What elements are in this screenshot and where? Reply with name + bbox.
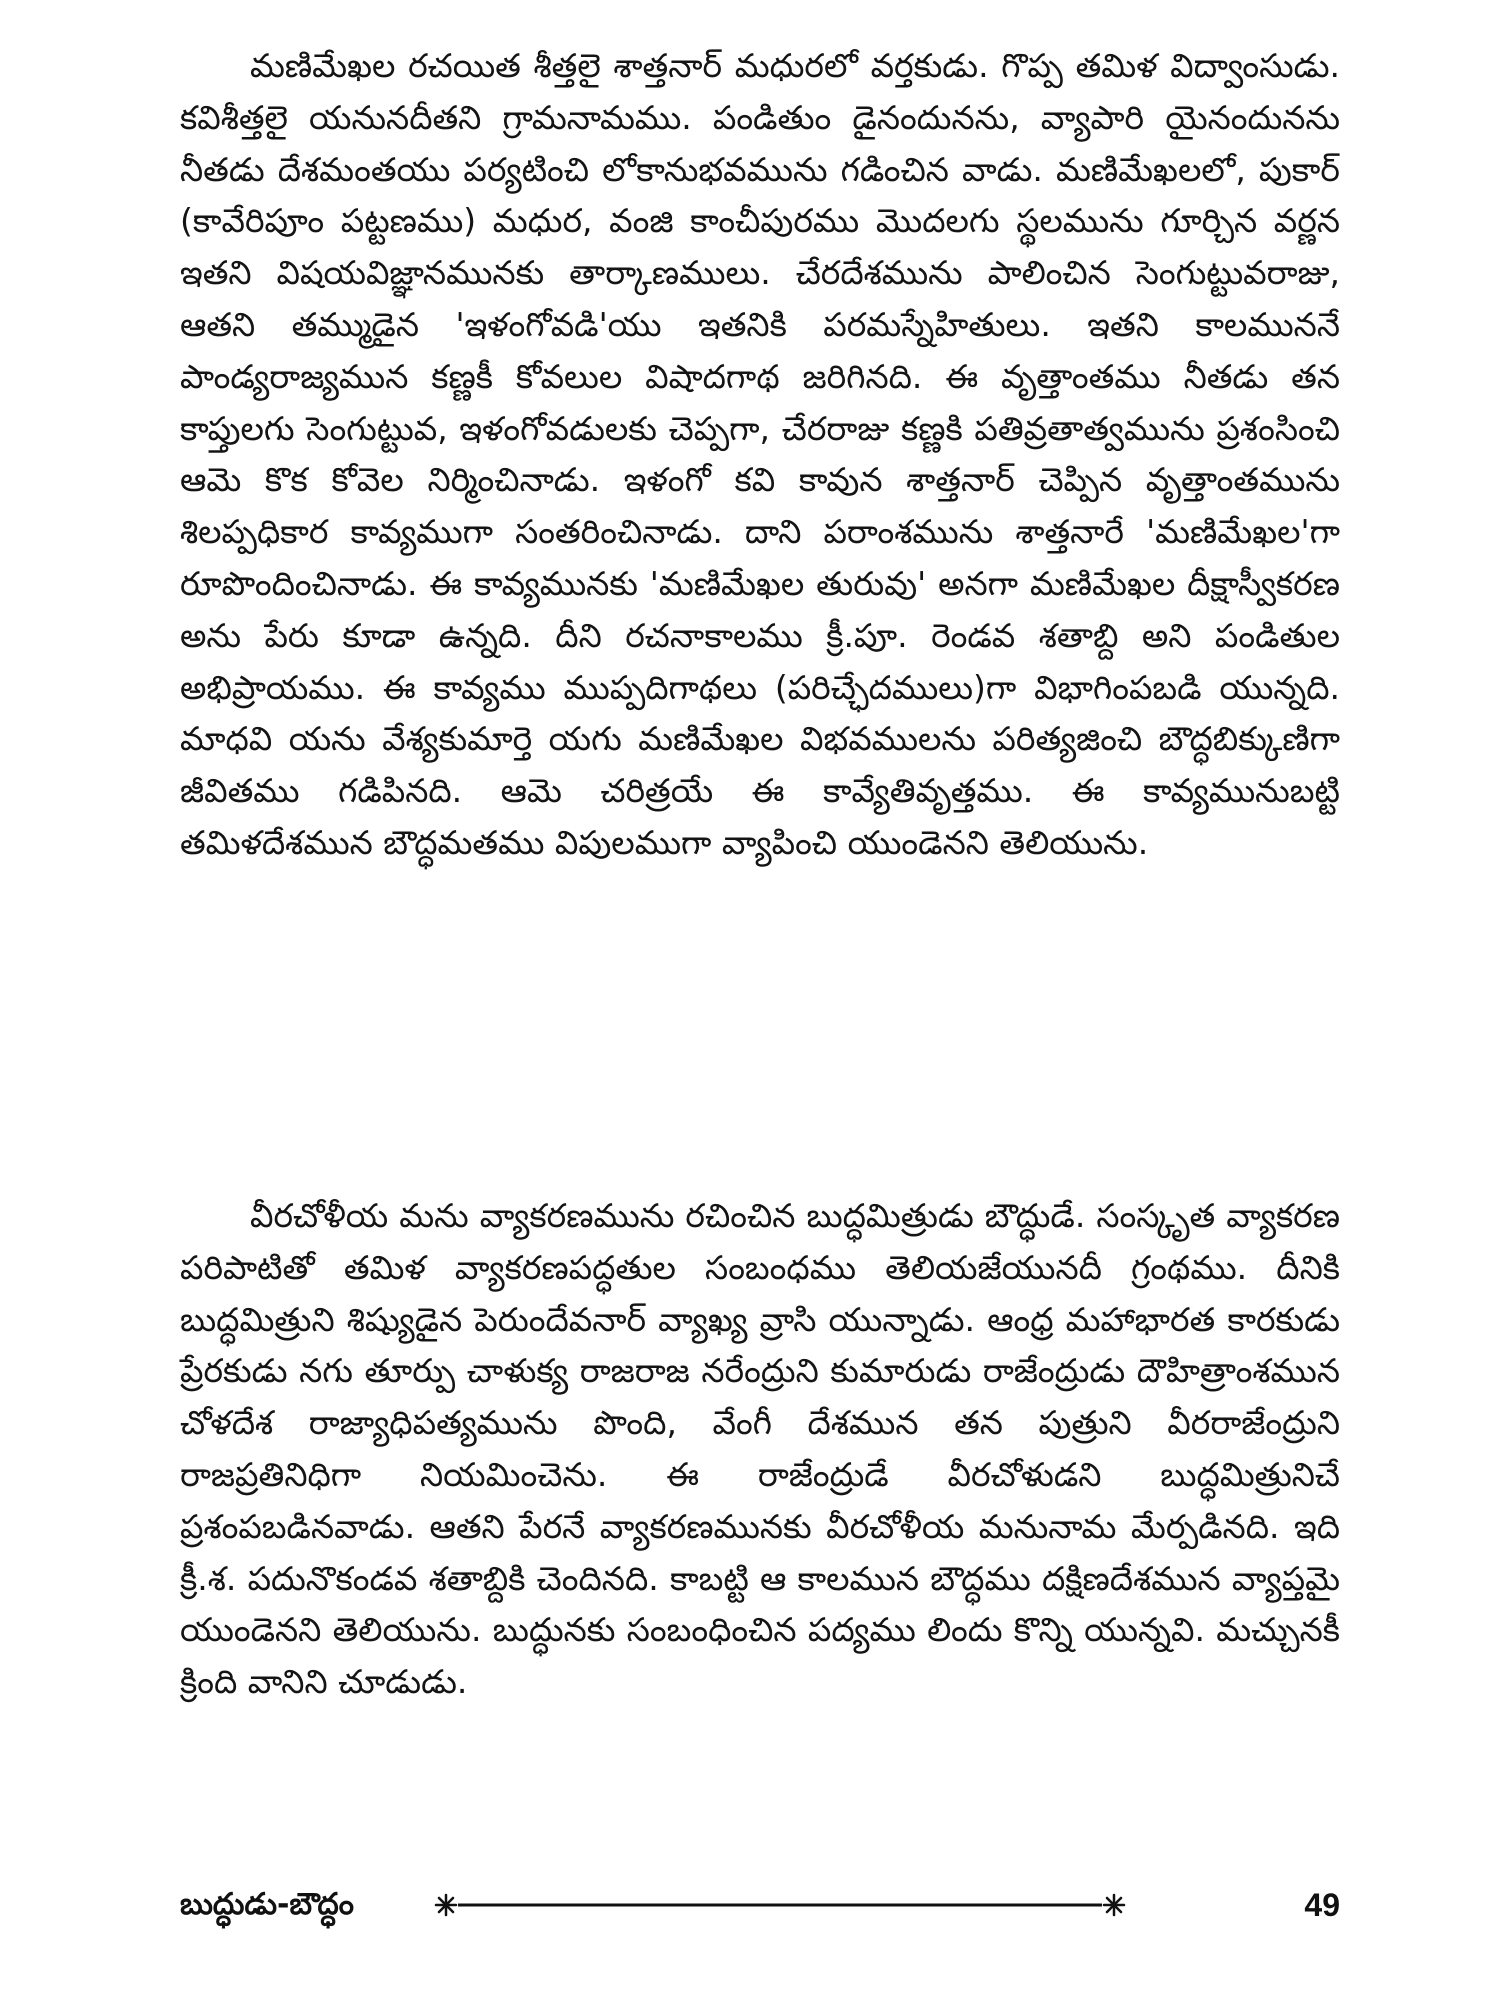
body-paragraph-1 [180, 40, 1340, 869]
running-footer-title: బుద్ధుడు-బౌద్ధం [180, 1887, 354, 1922]
paragraph-text: వీరచోళీయ మను వ్యాకరణమును రచించిన బుద్ధమిత్రుడు బౌద్ధుడే. సంస్కృత వ్యాకరణ పరిపాటితో తమిళ వ్యాకరణపద్ధతుల సంబంధము తెలియజేయునదీ గ్రంథము. దీనికి బుద్ధమిత్రుని శిష్యుడైన పెరుందేవనార్ వ్యాఖ్య వ్రాసి యున్నాడు. ఆంధ్ర మహాభారత కారకుడు ప్రేరకుడు నగు తూర్పు చాళుక్య రాజరాజ నరేంద్రుని కుమారుడు రాజేంద్రుడు దౌహిత్రాంశమున చోళదేశ రాజ్యాధిపత్యమును పొంది, వేంగీ దేశమున తన పుత్రుని వీరరాజేంద్రుని రాజప్రతినిధిగా నియమించెను. ఈ రాజేంద్రుడే వీరచోళుడని బుద్ధమిత్రునిచే ప్రశంపబడినవాడు. ఆతని పేరనే వ్యాకరణమునకు వీరచోళీయ మనునామ మేర్పడినది. ఇది క్రీ.శ. పదునొకండవ శతాబ్దికి చెందినది. కాబట్టి ఆ కాలమున బౌద్ధము దక్షిణదేశమున వ్యాప్తమై యుండెనని తెలియును. బుద్ధునకు సంబంధించిన పద్యము లిందు కొన్ని యున్నవి. మచ్చునకీ క్రింది వానిని చూడుడు. [180, 1196, 1340, 1702]
decorative-rule-icon [430, 1885, 1130, 1925]
paragraph-text: మణిమేఖల రచయిత శీత్తలై శాత్తనార్ మధురలో వర్తకుడు. గొప్ప తమిళ విద్వాంసుడు. కవిశీత్తలై యనునదీతని గ్రామనామము. పండితుం డైనందునను, వ్యాపారి యైనందునను నీతడు దేశమంతయు పర్యటించి లోకానుభవమును గడించిన వాడు. మణిమేఖలలో, పుకార్ (కావేరిపూం పట్టణము) మధుర, వంజి కాంచీపురము మొదలగు స్థలమును గూర్చిన వర్ణన ఇతని విషయవిజ్ఞానమునకు తార్కాణములు. చేరదేశమును పాలించిన సెంగుట్టువరాజు, ఆతని తమ్ముడైన 'ఇళంగోవడి'యు ఇతనికి పరమస్నేహితులు. ఇతని కాలముననే పాండ్యరాజ్యమున కణ్ణకీ కోవలుల విషాదగాథ జరిగినది. ఈ వృత్తాంతము నీతడు తన కాప్తులగు సెంగుట్టువ, ఇళంగోవడులకు చెప్పగా, చేరరాజు కణ్ణకి పతివ్రతాత్వమును ప్రశంసించి ఆమె కొక కోవెల నిర్మించినాడు. ఇళంగో కవి కావున శాత్తనార్ చెప్పిన వృత్తాంతమును శిలప్పధికార కావ్యముగా సంతరించినాడు. దాని పరాంశమును శాత్తనారే 'మణిమేఖల'గా రూపొందించినాడు. ఈ కావ్యమునకు 'మణిమేఖల తురువు' అనగా మణిమేఖల దీక్షాస్వీకరణ అను పేరు కూడా ఉన్నది. దీని రచనాకాలము క్రీ.పూ. రెండవ శతాబ్ది అని పండితుల అభిప్రాయము. ఈ కావ్యము ముప్పదిగాథలు (పరిచ్ఛేదములు)గా విభాగింపబడి యున్నది. మాధవి యను వేశ్యకుమార్తె యగు మణిమేఖల విభవములను పరిత్యజించి బౌద్ధబిక్కుణిగా జీవితము గడిపినది. ఆమె చరిత్రయే ఈ కావ్యేతివృత్తము. ఈ కావ్యమునుబట్టి తమిళదేశమున బౌద్ధమతము విపులముగా వ్యాపించి యుండెనని తెలియును. [180, 46, 1340, 862]
page-number: 49 [1304, 1887, 1340, 1923]
page-footer [180, 1880, 1340, 1930]
body-paragraph-2 [180, 1190, 1340, 1708]
